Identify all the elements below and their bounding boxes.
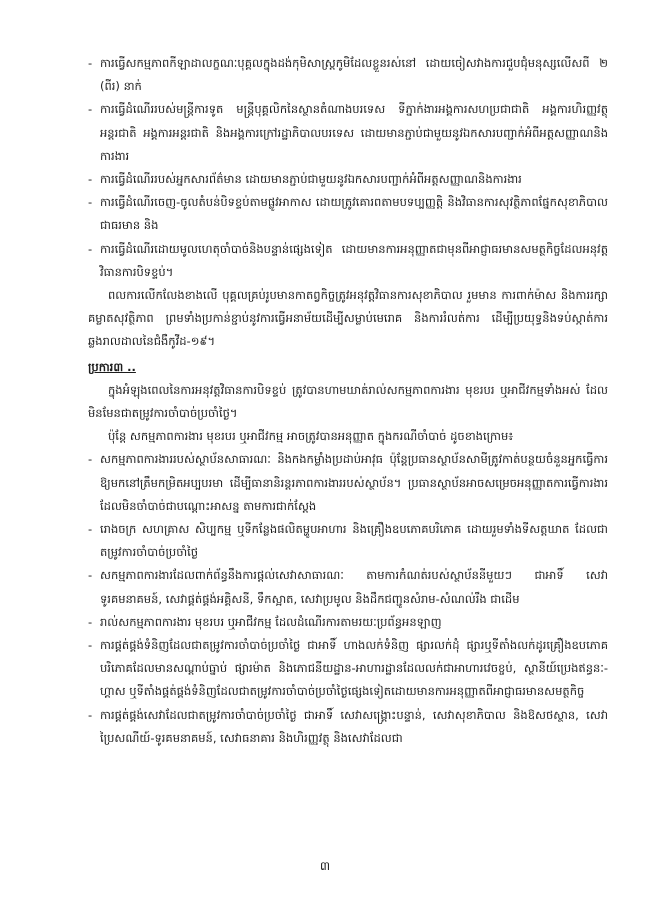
list-item: - ការផ្គត់ផ្គង់សេវាដែលជាតម្រូវការចាំបាច់ប្រចាំថ្ងៃ ជាអាទិ៍ សេវាសង្គ្រោះបន្ទាន់, សេវាសុខាភិបាល និងឱសថស្ថាន, សេវាប្រៃសណីយ៍-ទូរគមនាគមន៍, សេវាធនាគារ និងហិរញ្ញវត្ថុ និងសេវាដែលជា xyxy=(88,704,608,750)
page-content xyxy=(88,52,608,750)
list-item: - ការផ្គត់ផ្គង់ទំនិញដែលជាតម្រូវការចាំបាច់ប្រចាំថ្ងៃ ជាអាទិ៍ ហាងលក់ទំនិញ ផ្សារលក់ដុំ ផ្សារឬទីតាំងលក់ដូរគ្រឿងឧបភោគបរិភោគដែលមានសណ្តាប់ធ្នាប់ ផ្សារម៉ាត និងភោជនីយដ្ឋាន-អាហារដ្ឋានដែលលក់ជាអាហារវេចខ្ចប់, ស្ថានីយ៍ប្រេងឥន្ធនៈ-ហ្គាស ឬទីតាំងផ្គត់ផ្គង់ទំនិញដែលជាតម្រូវការចាំបាច់ប្រចាំថ្ងៃផ្សេងទៀតដោយមានការអនុញ្ញាតពីអាជ្ញាធរមានសមត្ថកិច្ច xyxy=(88,634,608,704)
list-item: - ការធ្វើដំណើររបស់អ្នកសារព័ត៌មាន ដោយមានភ្ជាប់ជាមួយនូវឯកសារបញ្ជាក់អំពីអត្តសញ្ញាណនិងការងារ xyxy=(88,168,608,191)
list-item: - ការធ្វើដំណើរចេញ-ចូលតំបន់បិទខ្ទប់តាមផ្លូវអាកាស ដោយត្រូវគោរពតាមបទប្បញ្ញត្តិ និងវិធានការសុវត្ថិភាពផ្នែកសុខាភិបាលជាធរមាន និង xyxy=(88,191,608,237)
page-number: ៣ xyxy=(319,859,331,873)
list-item: - រោងចក្រ សហគ្រាស សិប្បកម្ម ឬទីកន្លែងផលិតម្ហូបអាហារ និងគ្រឿងឧបភោគបរិភោគ ដោយរួមទាំងទីសត្តឃាត ដែលជាតម្រូវការចាំបាច់ប្រចាំថ្ងៃ xyxy=(88,518,608,564)
however-paragraph: ប៉ុន្តែ សកម្មភាពការងារ មុខរបរ ឬអាជីវកម្ម អាចត្រូវបានអនុញ្ញាត ក្នុងករណីចាំបាច់ ដូចខាងក្រោម៖ xyxy=(108,429,514,444)
article-heading: ប្រការ៣ .. xyxy=(88,359,136,374)
list-item: - សកម្មភាពការងារដែលពាក់ព័ន្ធនឹងការផ្តល់សេវាសាធារណៈ តាមការកំណត់របស់ស្ថាប័ននីមួយៗ ជាអាទិ៍ សេវាទូរគមនាគមន៍, សេវាផ្គត់ផ្គង់អគ្គិសនី, ទឹកស្អាត, សេវាប្រមូល និងដឹកជញ្ជូនសំរាម-សំណល់រឹង ជាដើម xyxy=(88,564,608,610)
bullet-list-bottom xyxy=(88,448,608,750)
bullet-list-top xyxy=(88,52,608,284)
list-item: - ការធ្វើសកម្មភាពកីឡាដាលក្ខណៈបុគ្គលក្នុងដង់កុមិសាស្ត្រកូមិដែលខ្លួនរស់នៅ ដោយចៀសវាងការជួបជុំមនុស្សលើសពី ២ (ពីរ) នាក់ xyxy=(88,52,608,98)
list-item: - ការធ្វើដំណើរដោយមូលហេតុចាំបាច់និងបន្ទាន់ផ្សេងទៀត ដោយមានការអនុញ្ញាតជាមុនពីអាជ្ញាធរមានសមត្ថកិច្ចដែលអនុវត្តវិធានការបិទខ្ទប់។ xyxy=(88,238,608,284)
exceptions-paragraph: ពលការលើកលែងខាងលើ បុគ្គលគ្រប់រូបមានកាតព្វកិច្ចត្រូវអនុវត្តវិធានការសុខាភិបាល រួមមាន ការពាក់ម៉ាស និងការរក្សាគម្លាតសុវត្ថិភាព ព្រមទាំងប្រកាន់ខ្ជាប់នូវការធ្វើអនាម័យដើម្បីសម្លាប់មេរោគ និងការរំលត់ការ ដើម្បីប្រយុទ្ធនិងទប់ស្កាត់ការឆ្លងរាលដាលនៃជំងឺកូវីដ-១៩។ xyxy=(88,288,608,349)
article-paragraph: ក្នុងអំឡុងពេលនៃការអនុវត្តវិធានការបិទខ្ទប់ ត្រូវបានហាមឃាត់រាល់សកម្មភាពការងារ មុខរបរ ឬអាជីវកម្មទាំងអស់ ដែលមិនមែនជាតម្រូវការចាំបាច់ប្រចាំថ្ងៃ។ xyxy=(88,382,608,421)
list-item: - រាល់សកម្មភាពការងារ មុខរបរ ឬអាជីវកម្ម ដែលដំណើរការតាមរយៈប្រព័ន្ធអនឡាញ xyxy=(88,611,608,634)
list-item: - ការធ្វើដំណើររបស់មន្ត្រីការទូត មន្ត្រីបុគ្គលិកនៃស្ថានតំណាងបរទេស ទីភ្នាក់ងារអង្គការសហប្រជាជាតិ អង្គការហិរញ្ញវត្ថុអន្តរជាតិ អង្គការអន្តរជាតិ និងអង្គការក្រៅរដ្ឋាភិបាលបរទេស ដោយមានភ្ជាប់ជាមួយនូវឯកសារបញ្ជាក់អំពីអត្តសញ្ញាណនិងការងារ xyxy=(88,98,608,168)
list-item: - សកម្មភាពការងាររបស់ស្ថាប័នសាធារណៈ និងកងកម្លាំងប្រដាប់អាវុធ ប៉ុន្តែប្រធានស្ថាប័នសាមីត្រូវកាត់បន្ថយចំនួនអ្នកធ្វើការឱ្យមកនៅត្រឹមកម្រិតអប្បបរមា ដើម្បីធានានិរន្តរភាពការងាររបស់ស្ថាប័ន។ ប្រធានស្ថាប័នអាចសម្រេចអនុញ្ញាតការធ្វើការងារដែលមិនចាំបាច់ជាបណ្តោះអាសន្ន តាមការជាក់ស្តែង xyxy=(88,448,608,518)
